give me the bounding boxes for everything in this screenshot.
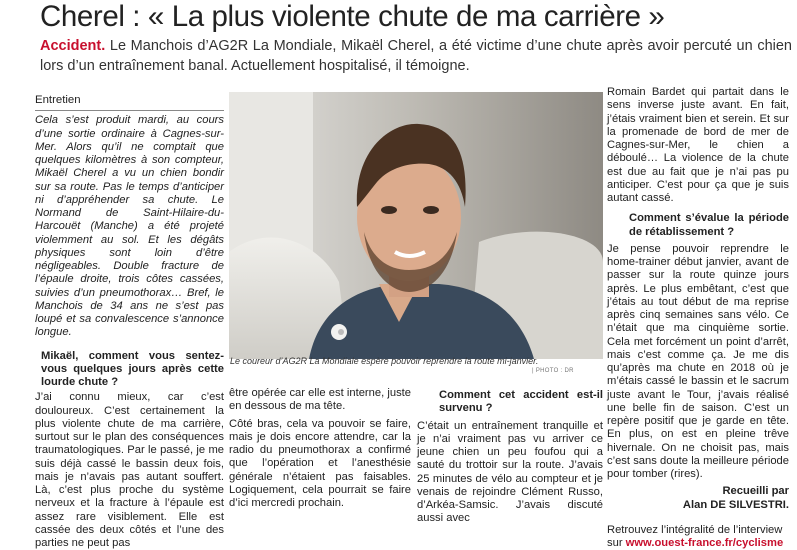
promo-label: Retrouvez l’intégralité de l’interview sur (607, 523, 783, 549)
kicker: Accident. (40, 38, 106, 54)
byline-label: Recueilli par (722, 485, 789, 498)
article-photo (229, 92, 603, 359)
answer-2-part-1: C’était un entraînement tranquille et je n’ai vraiment pas vu arriver ce jeune chien un peu foufou qui a sauté du trottoir sur la route. J’avais 25 minutes de vélo au compteur et je venais de rejoindre Clément Russo, d’Arkéa-Samsic. J’avais discuté aussi avec (417, 419, 603, 525)
answer-1-part-1: J’ai connu mieux, car c’est douloureux. C’est certainement la plus violente chute de ma carrière, surtout sur le plan des conséquences traumatologiques. Par le passé, je me suis déjà cassé le bassin deux fois, mais je n’avais pas autant souffert. Là, c’est plus proche du système nerveux et la fracture à l’épaule est assez rare visiblement. Elle est cassée des deux côtés et l’une des parties ne peut pas (35, 391, 224, 549)
promo-link[interactable]: www.ouest-france.fr/cyclisme (625, 537, 784, 549)
promo-text (607, 524, 789, 550)
photo-caption: Le coureur d’AG2R La Mondiale espère pouvoir reprendre la route mi-janvier. (230, 356, 539, 366)
rubric-label: Entretien (35, 94, 81, 106)
column-3 (417, 387, 603, 526)
question-3: Comment s’évalue la période de rétablissement ? (629, 212, 789, 238)
column-4 (607, 84, 789, 550)
answer-3: Je pense pouvoir reprendre le home-trainer début janvier, avant de passer sur la route quinze jours après. Le plus embêtant, c’est que j’étais au tout début de ma reprise après cinq semaines sans vélo. Ce n’était que ma cinquième sortie. Cela met forcément un point d’arrêt, mais c’est comme ça. Je me dis qu’après ma chute en 2018 où je m’étais cassé le bassin et le sacrum juste avant le Tour, j’avais réalisé une belle fin de saison. C’est un repère positif que je garde en tête. En plus, on est en pleine trêve hivernale. On ne choisit pas, mais c’est sans doute la meilleure période pour tomber (rires). (607, 242, 789, 480)
rubric-rule (35, 110, 224, 111)
intro-paragraph: Cela s’est produit mardi, au cours d’une sortie ordinaire à Cagnes-sur-Mer. Alors qu’il ne comptait que quelques kilomètres à son compteur, Mikaël Cherel a vu un chien bondir sur sa route. Pas le temps d’anticiper ni d’appréhender sa chute. Le Normand de Saint-Hilaire-du-Harcouët (Manche) a été projeté violemment au sol. Et les dégâts physiques sont loin d’être négligeables. Double fracture de l’épaule droite, trois côtes cassées, suivies d’un pneumothorax… Bref, le Manchois de 34 ans ne s’est pas loupé et sa convalescence s’annonce longue. (35, 114, 224, 339)
photo-credit: | PHOTO : DR (532, 368, 574, 374)
answer-1-part-2: être opérée car elle est interne, juste en dessous de ma tête. (229, 387, 411, 413)
column-2 (229, 387, 411, 510)
standfirst-text: Le Manchois d’AG2R La Mondiale, Mikaël Cherel, a été victime d’une chute après avoir percuté un chien lors d’un entraînement banal. Actuellement hospitalisé, il témoigne. (40, 38, 792, 74)
byline-author: Alan DE SILVESTRI. (682, 498, 789, 511)
column-1 (35, 94, 224, 550)
answer-1-part-3: Côté bras, cela va pouvoir se faire, mais je dois encore attendre, car la radio du pneumothorax a confirmé que l’opération et l’anesthésie générale n’étaient pas faisables. Logiquement, cela pourrait se faire d’ici mercredi prochain. (229, 417, 411, 509)
headline: Cherel : « La plus violente chute de ma carrière » (40, 0, 665, 33)
question-1: Mikaël, comment vous sentez-vous quelques jours après cette lourde chute ? (41, 349, 224, 388)
standfirst (40, 36, 792, 76)
answer-2-part-2: Romain Bardet qui partait dans le sens inverse juste avant. En fait, j’étais vraiment bien et serein. Et sur la promenade de bord de mer de Cagnes-sur-Mer, le chien a déboulé… La violence de la chute est due au fait que je n’ai pas pu anticiper. C’est pour ça que je suis autant cassé. (607, 86, 789, 204)
cyclist-portrait-image (229, 92, 603, 359)
question-2: Comment cet accident est-il survenu ? (439, 389, 603, 415)
